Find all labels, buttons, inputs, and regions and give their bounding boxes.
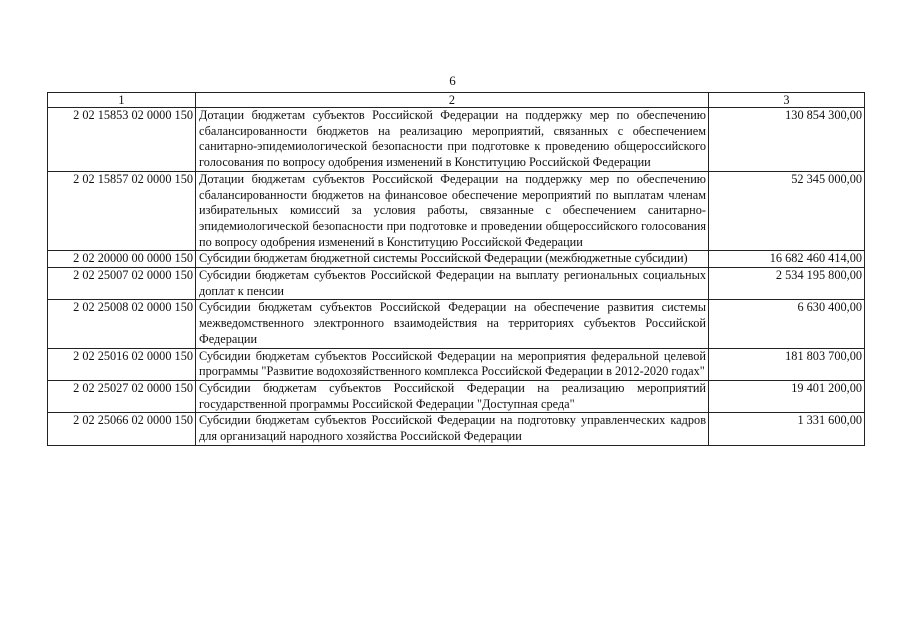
- table-row: [48, 348, 865, 380]
- column-header-description: 2: [196, 93, 709, 108]
- budget-revenue-table: [47, 92, 865, 446]
- table-row: [48, 300, 865, 348]
- row-description: Дотации бюджетам субъектов Российской Федерации на поддержку мер по обеспечению сбалансированности бюджетов на финансовое обеспечение мероприятий по выплатам членам избирательных комиссий за условия работы, связанные с обеспечением санитарно-эпидемиологической безопасности при подготовке и проведении общероссийского голосования по вопросу одобрения изменений в Конституцию Российской Федерации: [196, 171, 709, 251]
- row-description: Субсидии бюджетам субъектов Российской Федерации на подготовку управленческих кадров для организаций народного хозяйства Российской Федерации: [196, 413, 709, 445]
- row-amount: 16 682 460 414,00: [709, 251, 865, 268]
- row-amount: 6 630 400,00: [709, 300, 865, 348]
- row-code: 2 02 25016 02 0000 150: [48, 348, 196, 380]
- row-description: Субсидии бюджетам субъектов Российской Федерации на реализацию мероприятий государственной программы Российской Федерации "Доступная среда": [196, 380, 709, 412]
- table-row: [48, 380, 865, 412]
- column-header-amount: 3: [709, 93, 865, 108]
- row-amount: 130 854 300,00: [709, 108, 865, 172]
- row-description: Субсидии бюджетам бюджетной системы Российской Федерации (межбюджетные субсидии): [196, 251, 709, 268]
- row-code: 2 02 25008 02 0000 150: [48, 300, 196, 348]
- row-amount: 52 345 000,00: [709, 171, 865, 251]
- page-number: 6: [449, 73, 456, 88]
- row-amount: 19 401 200,00: [709, 380, 865, 412]
- row-description: Субсидии бюджетам субъектов Российской Федерации на обеспечение развития системы межведомственного электронного взаимодействия на территориях субъектов Российской Федерации: [196, 300, 709, 348]
- row-description: Субсидии бюджетам субъектов Российской Федерации на выплату региональных социальных доплат к пенсии: [196, 268, 709, 300]
- column-header-code: 1: [48, 93, 196, 108]
- row-description: Субсидии бюджетам субъектов Российской Федерации на мероприятия федеральной целевой программы "Развитие водохозяйственного комплекса Российской Федерации в 2012-2020 годах": [196, 348, 709, 380]
- table-row: [48, 108, 865, 172]
- row-code: 2 02 15853 02 0000 150: [48, 108, 196, 172]
- row-code: 2 02 25027 02 0000 150: [48, 380, 196, 412]
- table-row: [48, 251, 865, 268]
- table-row: [48, 268, 865, 300]
- row-description: Дотации бюджетам субъектов Российской Федерации на поддержку мер по обеспечению сбалансированности бюджетов на реализацию мероприятий, связанных с обеспечением санитарно-эпидемиологической безопасности при подготовке к проведению общероссийского голосования по вопросу одобрения изменений в Конституцию Российской Федерации: [196, 108, 709, 172]
- row-code: 2 02 25007 02 0000 150: [48, 268, 196, 300]
- row-amount: 2 534 195 800,00: [709, 268, 865, 300]
- table-row: [48, 413, 865, 445]
- row-code: 2 02 20000 00 0000 150: [48, 251, 196, 268]
- row-amount: 181 803 700,00: [709, 348, 865, 380]
- row-code: 2 02 25066 02 0000 150: [48, 413, 196, 445]
- row-code: 2 02 15857 02 0000 150: [48, 171, 196, 251]
- table-header-row: [48, 93, 865, 108]
- row-amount: 1 331 600,00: [709, 413, 865, 445]
- table-row: [48, 171, 865, 251]
